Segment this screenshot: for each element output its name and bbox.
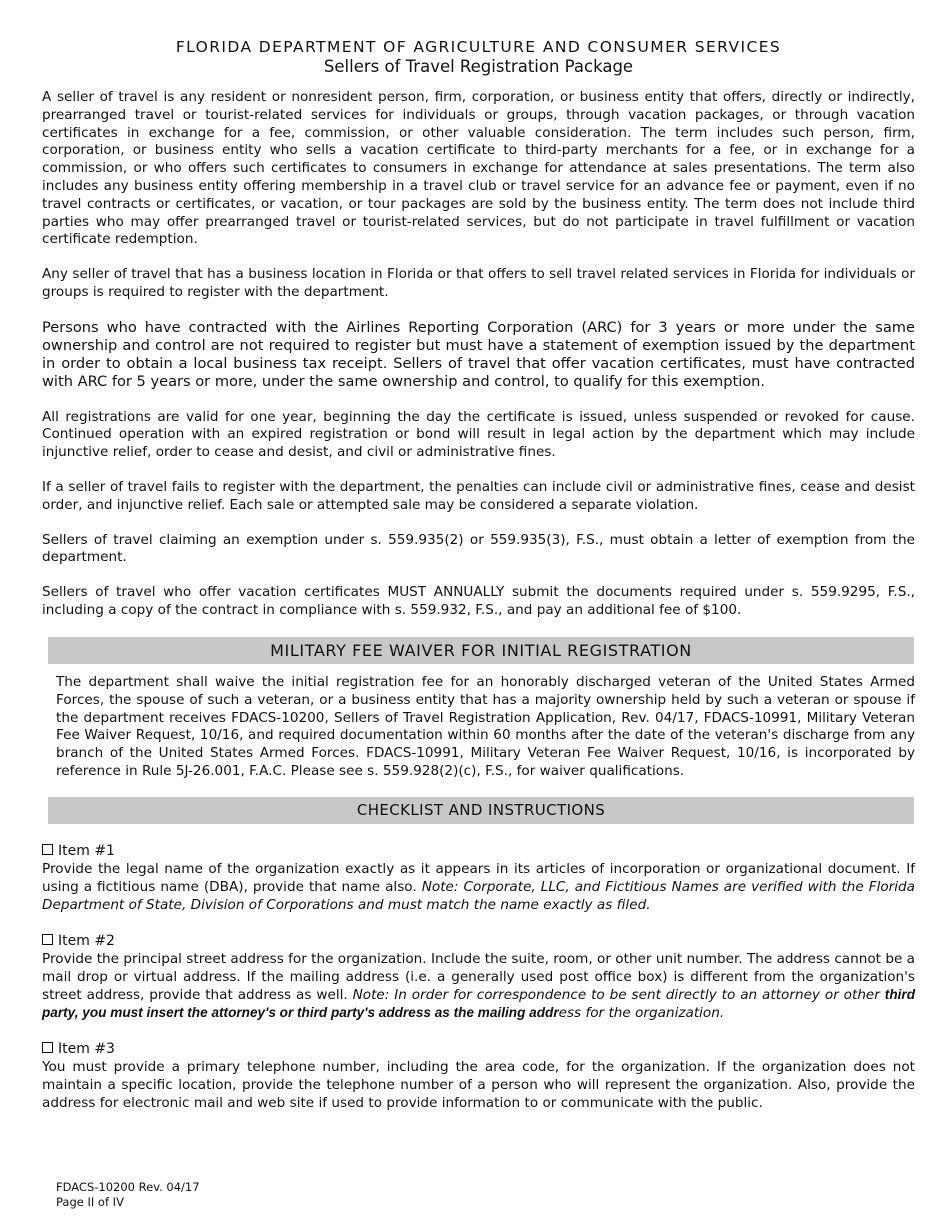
checklist-item-1: [42, 842, 915, 914]
military-section-heading: MILITARY FEE WAIVER FOR INITIAL REGISTRATION: [48, 637, 914, 664]
agency-heading: FLORIDA DEPARTMENT OF AGRICULTURE AND CONSUMER SERVICES: [175, 38, 782, 56]
checkbox-icon[interactable]: [42, 844, 53, 855]
checklist-item-3: [42, 1040, 915, 1112]
page-number: Page II of IV: [56, 1195, 124, 1209]
military-waiver-text: The department shall waive the initial registration fee for an honorably discharged veteran of the United States Armed Forces, the spouse of such a veteran, or a business entity that has a majority ownership held by such a veteran or spouse if the department receives FDACS-10200, Sellers of Travel Registration Application, Rev. 04/17, FDACS-10991, Military Veteran Fee Waiver Request, 10/16, and required documentation within 60 months after the date of the veteran's discharge from any branch of the United States Armed Forces. FDACS-10991, Military Veteran Fee Waiver Request, 10/16, is incorporated by reference in Rule 5J-26.001, F.A.C. Please see s. 559.928(2)(c), F.S., for waiver qualifications.: [56, 673, 915, 780]
item-note-end: ess for the organization.: [558, 1005, 725, 1022]
item-instructions: Provide the principal street address for the organization. Include the suite, room, or other unit number. The address cannot be a mail drop or virtual address. If the mailing address (i.e. a generally used post office box) is different from the organization's street address, provide that address as well.: [42, 951, 915, 1004]
intro-paragraph-1: A seller of travel is any resident or nonresident person, firm, corporation, or business entity that offers, directly or indirectly, prearranged travel or tourist-related services for individuals or groups, through vacation packages, or through vacation certificates in exchange for a fee, commission, or other valuable consideration. The term includes such person, firm, corporation, or business entity who sells a vacation certificate to third-party merchants for a fee, or in exchange for a commission, or who offers such certificates to consumers in exchange for attendance at sales presentations. The term also includes any business entity offering membership in a travel club or travel service for an advance fee or payment, even if no travel contracts or certificates, or vacation, or tour packages are sold by the business entity. The term does not include third parties who may offer prearranged travel or tourist-related services, but do not participate in travel fulfillment or vacation certificate redemption.: [42, 89, 915, 248]
item-instructions: You must provide a primary telephone number, including the area code, for the organization. If the organization does not maintain a specific location, provide the telephone number of a person who will represent the organization. Also, provide the address for electronic mail and web site if used to provide information to or communicate with the public.: [42, 1059, 915, 1112]
checklist-section-heading: CHECKLIST AND INSTRUCTIONS: [48, 797, 914, 824]
document-page: [42, 38, 915, 1112]
item-label: Item #3: [58, 1041, 115, 1058]
item-note-bold: third party, you must insert the attorney's or third party's address as the mailing addr: [42, 987, 915, 1021]
page-footer: [56, 1180, 200, 1210]
item-label: Item #1: [58, 843, 115, 860]
intro-paragraph-3: Persons who have contracted with the Airlines Reporting Corporation (ARC) for 3 years or more under the same ownership and control are not required to register but must have a statement of exemption issued by the department in order to obtain a local business tax receipt. Sellers of travel that offer vacation certificates, must have contracted with ARC for 5 years or more, under the same ownership and control, to qualify for this exemption.: [42, 318, 915, 391]
document-title: Sellers of Travel Registration Package: [323, 57, 634, 76]
intro-paragraph-6: Sellers of travel claiming an exemption under s. 559.935(2) or 559.935(3), F.S., must obtain a letter of exemption from the department.: [42, 531, 915, 566]
intro-paragraph-7: Sellers of travel who offer vacation certificates MUST ANNUALLY submit the documents required under s. 559.9295, F.S., including a copy of the contract in compliance with s. 559.932, F.S., and pay an additional fee of $100.: [42, 584, 915, 618]
intro-paragraph-4: All registrations are valid for one year, beginning the day the certificate is issued, unless suspended or revoked for cause. Continued operation with an expired registration or bond will result in legal action by the department which may include injunctive relief, order to cease and desist, and civil or administrative fines.: [42, 408, 915, 461]
intro-paragraph-5: If a seller of travel fails to register with the department, the penalties can include civil or administrative fines, cease and desist order, and injunctive relief. Each sale or attempted sale may be considered a separate violation.: [42, 478, 915, 513]
item-note: Note: In order for correspondence to be sent directly to an attorney or other: [352, 987, 880, 1004]
checkbox-icon[interactable]: [42, 934, 53, 945]
intro-paragraph-2: Any seller of travel that has a business location in Florida or that offers to sell travel related services in Florida for individuals or groups is required to register with the department.: [42, 266, 915, 300]
item-instructions: Provide the legal name of the organization exactly as it appears in its articles of incorporation or organizational document. If using a fictitious name (DBA), provide that name also.: [42, 861, 915, 896]
checklist-item-2: [42, 932, 915, 1022]
checkbox-icon[interactable]: [42, 1042, 53, 1053]
item-label: Item #2: [58, 933, 115, 950]
form-number: FDACS-10200 Rev. 04/17: [56, 1180, 200, 1194]
item-note: Note: Corporate, LLC, and Fictitious Names are verified with the Florida Department of State, Division of Corporations and must match the name exactly as filed.: [42, 879, 916, 914]
